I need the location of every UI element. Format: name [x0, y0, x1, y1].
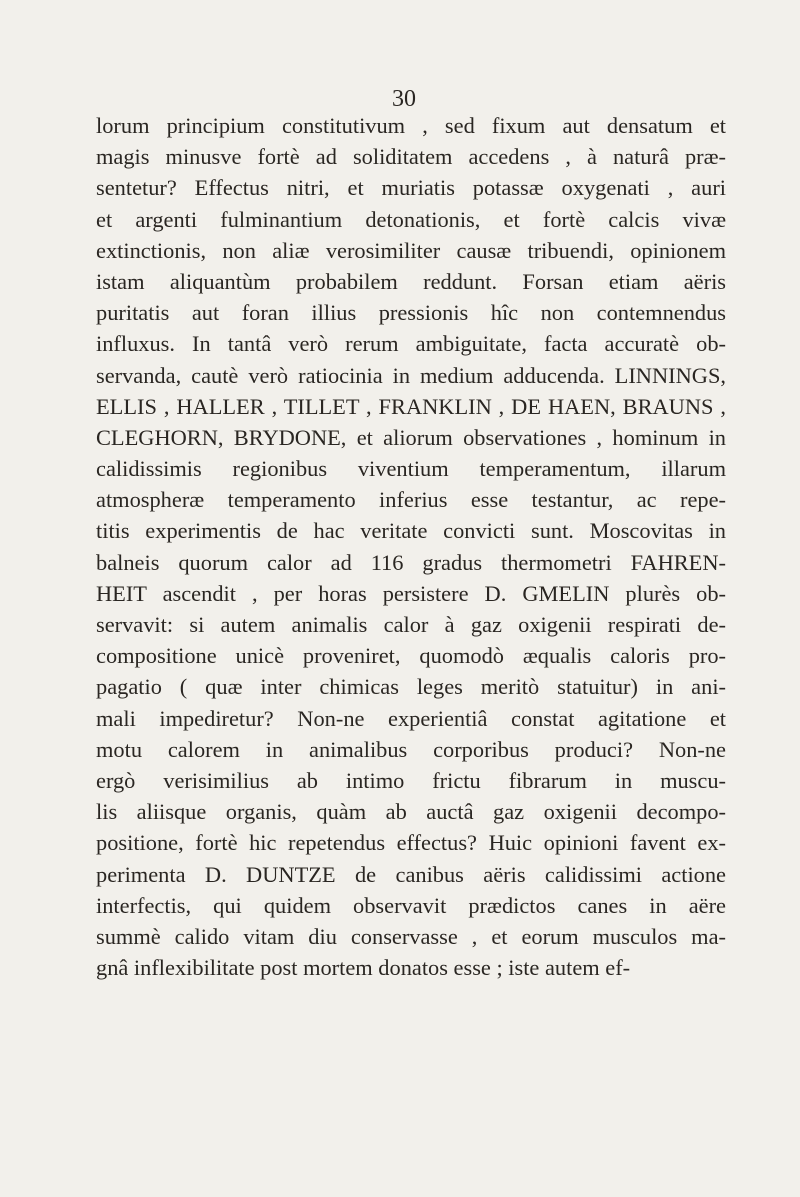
text-line: perimenta D. DUNTZE de canibus aëris calidissimi actione	[96, 861, 726, 887]
text-line: compositione unicè proveniret, quomodò æqualis caloris pro-	[96, 643, 726, 669]
text-line: positione, fortè hic repetendus effectus? Huic opinioni favent ex-	[96, 830, 726, 856]
text-line: influxus. In tantâ verò rerum ambiguitate, facta accuratè ob-	[96, 331, 726, 357]
text-line: servanda, cautè verò ratiocinia in medium adducenda. LINNINGS,	[96, 362, 726, 388]
body-text	[96, 110, 726, 983]
text-line: balneis quorum calor ad 116 gradus thermometri FAHREN-	[96, 549, 726, 575]
page-number: 30	[392, 86, 416, 112]
text-line: et argenti fulminantium detonationis, et fortè calcis vivæ	[96, 206, 726, 232]
text-line: CLEGHORN, BRYDONE, et aliorum observationes , hominum in	[96, 424, 726, 450]
text-line: istam aliquantùm probabilem reddunt. Forsan etiam aëris	[96, 268, 726, 294]
text-line: summè calido vitam diu conservasse , et eorum musculos ma-	[96, 923, 726, 949]
text-line: interfectis, qui quidem observavit prædictos canes in aëre	[96, 892, 726, 918]
text-line: sentetur? Effectus nitri, et muriatis potassæ oxygenati , auri	[96, 175, 726, 201]
text-line: lis aliisque organis, quàm ab auctâ gaz oxigenii decompo-	[96, 799, 726, 825]
text-line: motu calorem in animalibus corporibus produci? Non-ne	[96, 736, 726, 762]
text-line: calidissimis regionibus viventium temperamentum, illarum	[96, 456, 726, 482]
text-line: titis experimentis de hac veritate convicti sunt. Moscovitas in	[96, 518, 726, 544]
text-line: HEIT ascendit , per horas persistere D. GMELIN plurès ob-	[96, 580, 726, 606]
text-line: ELLIS , HALLER , TILLET , FRANKLIN , DE HAEN, BRAUNS ,	[96, 393, 726, 419]
text-line: puritatis aut foran illius pressionis hîc non contemnendus	[96, 300, 726, 326]
text-line: ergò verisimilius ab intimo frictu fibrarum in muscu-	[96, 767, 726, 793]
text-line: mali impediretur? Non-ne experientiâ constat agitatione et	[96, 705, 726, 731]
text-line: servavit: si autem animalis calor à gaz oxigenii respirati de-	[96, 612, 726, 637]
text-line: magis minusve fortè ad soliditatem accedens , à naturâ præ-	[96, 144, 726, 170]
text-line: extinctionis, non aliæ verosimiliter causæ tribuendi, opinionem	[96, 237, 726, 263]
text-line: pagatio ( quæ inter chimicas leges meritò statuitur) in ani-	[96, 674, 726, 700]
text-line: atmospheræ temperamento inferius esse testantur, ac repe-	[96, 487, 726, 513]
text-line: gnâ inflexibilitate post mortem donatos esse ; iste autem ef-	[96, 955, 631, 981]
text-line: lorum principium constitutivum , sed fixum aut densatum et	[96, 113, 726, 138]
